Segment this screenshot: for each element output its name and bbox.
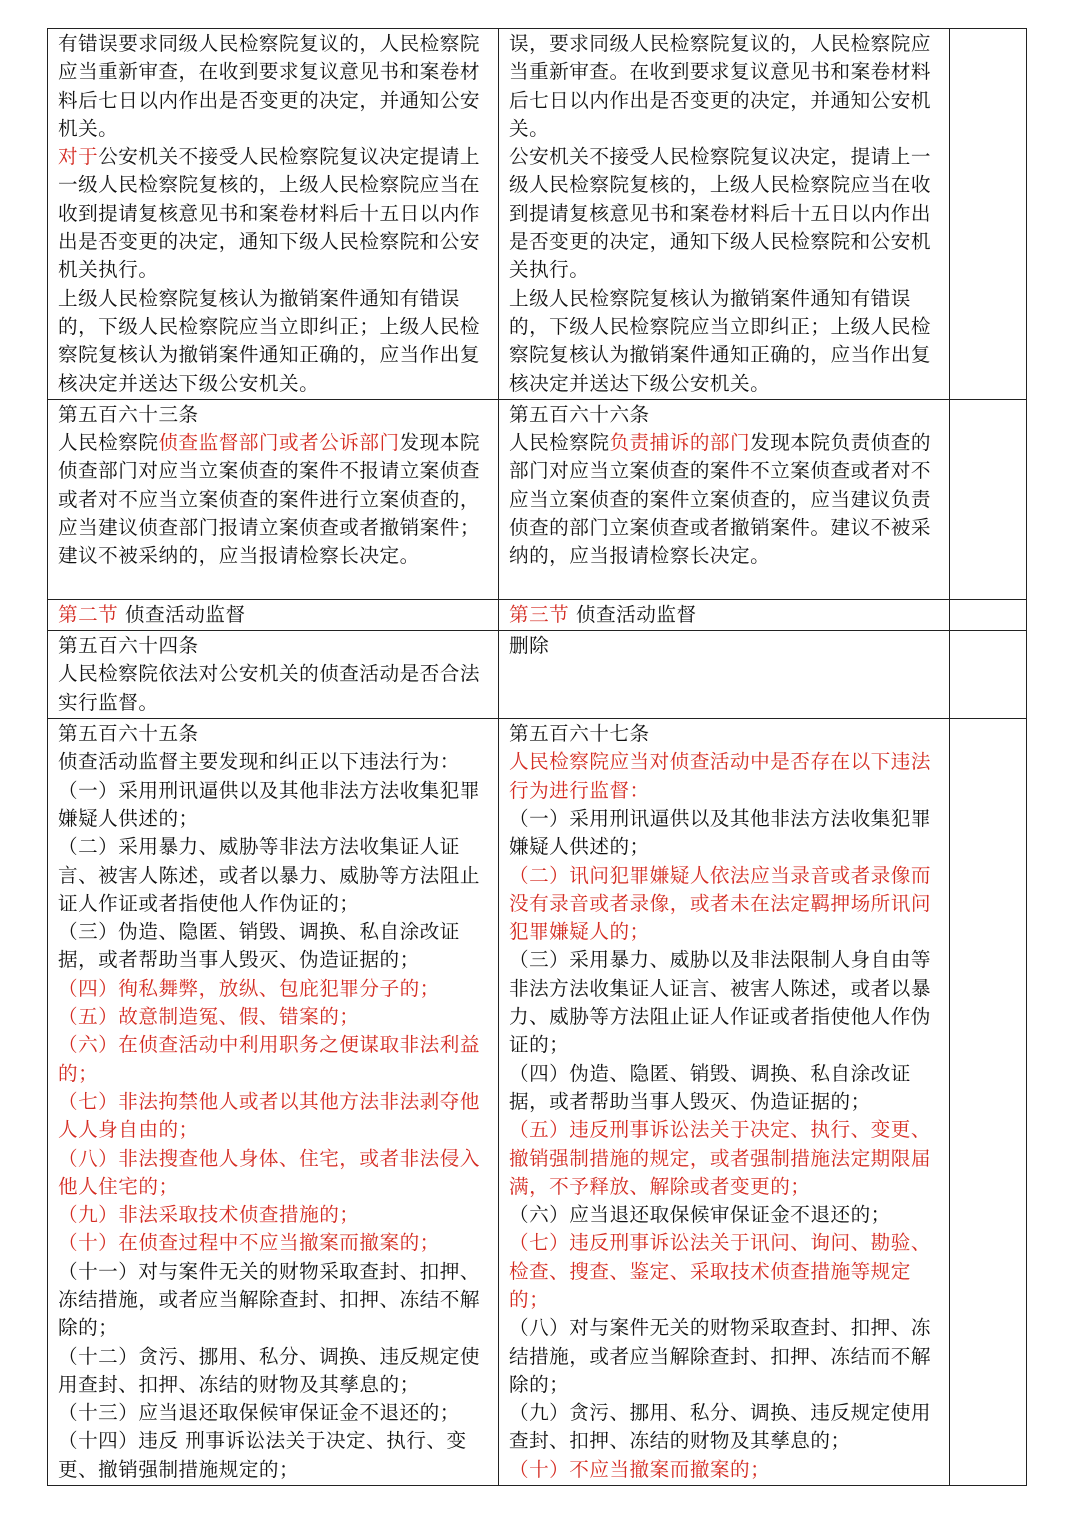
paragraph bbox=[509, 285, 940, 398]
revised-text: （四）徇私舞弊，放纵、包庇犯罪分子的； bbox=[58, 976, 440, 1000]
text-segment: （一）采用刑讯逼供以及其他非法方法收集犯罪嫌疑人供述的； bbox=[509, 806, 931, 859]
text-segment: （十四）违反 刑事诉讼法关于决定、执行、变更、撤销强制措施规定的； bbox=[58, 1429, 467, 1481]
paragraph bbox=[509, 1229, 940, 1314]
comparison-table-body bbox=[48, 29, 1027, 1486]
remark-cell bbox=[950, 599, 1027, 630]
revised-text: 负责捕诉的部门 bbox=[609, 431, 751, 455]
text-segment: 有错误要求同级人民检察院复议的，人民检察院应当重新审查，在收到要求复议意见书和案卷材料后七日以内作出是否变更的决定，并通知公安机关。 bbox=[58, 32, 480, 140]
paragraph bbox=[58, 833, 489, 918]
text-segment: 侦查活动监督主要发现和纠正以下违法行为： bbox=[58, 750, 460, 774]
table-row bbox=[48, 599, 1027, 630]
new-text-cell bbox=[499, 399, 950, 599]
remark-cell bbox=[950, 399, 1027, 599]
remark-cell bbox=[950, 719, 1027, 1486]
revised-text: （九）非法采取技术侦查措施的； bbox=[58, 1203, 360, 1227]
old-text-cell bbox=[48, 719, 499, 1486]
paragraph bbox=[509, 601, 940, 629]
paragraph bbox=[58, 429, 489, 570]
text-segment: 上级人民检察院复核认为撤销案件通知有错误的，下级人民检察院应当立即纠正；上级人民检察院复核认为撤销案件通知正确的，应当作出复核决定并送达下级公安机关。 bbox=[58, 286, 480, 395]
paragraph bbox=[58, 30, 489, 143]
text-segment: 人民检察院 bbox=[58, 431, 159, 455]
revised-text: （七）违反刑事诉讼法关于讯问、询问、勘验、检查、搜查、鉴定、采取技术侦查措施等规定的； bbox=[509, 1231, 931, 1311]
paragraph bbox=[58, 918, 489, 975]
text-segment: 误，要求同级人民检察院复议的，人民检察院应当重新审查。在收到要求复议意见书和案卷材料后七日以内作出是否变更的决定，并通知公安机关。 bbox=[509, 32, 931, 140]
text-segment: （十三）应当退还取保候审保证金不退还的； bbox=[58, 1401, 460, 1425]
paragraph bbox=[509, 748, 940, 805]
paragraph bbox=[58, 401, 489, 429]
text-segment: 第五百六十五条 bbox=[58, 722, 199, 746]
text-segment: 发现本院负责侦查的部门对应当立案侦查的案件不立案侦查或者对不应当立案侦查的案件立案侦查的，应当建议负责侦查的部门立案侦查或者撤销案件。建议不被采纳的，应当报请检察长决定。 bbox=[509, 431, 931, 568]
paragraph bbox=[58, 1229, 489, 1257]
revised-text: （二）讯问犯罪嫌疑人依法应当录音或者录像而没有录音或者录像，或者未在法定羁押场所讯问犯罪嫌疑人的； bbox=[509, 863, 931, 944]
paragraph bbox=[509, 1456, 940, 1484]
text-segment: 上级人民检察院复核认为撤销案件通知有错误的，下级人民检察院应当立即纠正；上级人民检察院复核认为撤销案件通知正确的，应当作出复核决定并送达下级公安机关。 bbox=[509, 286, 931, 395]
paragraph bbox=[58, 1031, 489, 1088]
text-segment: 第五百六十四条 bbox=[58, 634, 199, 658]
paragraph bbox=[509, 401, 940, 429]
text-segment: （三）伪造、隐匿、销毁、调换、私自涂改证据，或者帮助当事人毁灭、伪造证据的； bbox=[58, 920, 460, 972]
paragraph bbox=[509, 862, 940, 947]
paragraph bbox=[509, 143, 940, 284]
text-segment: 删除 bbox=[509, 634, 550, 658]
text-segment: 发现本院侦查部门对应当立案侦查的案件不报请立案侦查或者对不应当立案侦查的案件进行立案侦查的，应当建议侦查部门报请立案侦查或者撤销案件；建议不被采纳的，应当报请检察长决定。 bbox=[58, 431, 480, 568]
text-segment: （四）伪造、隐匿、销毁、调换、私自涂改证据，或者帮助当事人毁灭、伪造证据的； bbox=[509, 1061, 911, 1113]
text-segment: 侦查活动监督 bbox=[569, 602, 697, 626]
text-segment: 人民检察院依法对公安机关的侦查活动是否合法实行监督。 bbox=[58, 662, 480, 714]
new-text-cell bbox=[499, 599, 950, 630]
paragraph bbox=[509, 1201, 940, 1229]
table-row bbox=[48, 29, 1027, 400]
revised-text: （六）在侦查活动中利用职务之便谋取非法利益的； bbox=[58, 1033, 480, 1085]
revised-text: （十）不应当撤案而撤案的； bbox=[509, 1457, 771, 1481]
new-text-cell bbox=[499, 631, 950, 719]
paragraph bbox=[509, 1116, 940, 1201]
paragraph bbox=[509, 946, 940, 1059]
revised-text: 第三节 bbox=[509, 602, 570, 626]
paragraph bbox=[509, 1060, 940, 1117]
paragraph bbox=[509, 1314, 940, 1399]
text-segment: （十一）对与案件无关的财物采取查封、扣押、冻结措施，或者应当解除查封、扣押、冻结不解除的； bbox=[58, 1259, 480, 1340]
text-segment: 第五百六十六条 bbox=[509, 402, 650, 426]
paragraph bbox=[58, 1343, 489, 1400]
paragraph bbox=[509, 30, 940, 143]
text-segment: 第五百六十三条 bbox=[58, 402, 199, 426]
paragraph bbox=[509, 720, 940, 748]
paragraph bbox=[58, 143, 489, 284]
table-row bbox=[48, 719, 1027, 1486]
text-segment: （十二）贪污、挪用、私分、调换、违反规定使用查封、扣押、冻结的财物及其孳息的； bbox=[58, 1344, 480, 1396]
old-text-cell bbox=[48, 399, 499, 599]
paragraph bbox=[58, 285, 489, 398]
text-segment: 公安机关不接受人民检察院复议决定，提请上一级人民检察院复核的，上级人民检察院应当在收到提请复核意见书和案卷材料后十五日以内作出是否变更的决定，通知下级人民检察院和公安机关执行。 bbox=[509, 145, 931, 282]
paragraph bbox=[58, 975, 489, 1003]
old-text-cell bbox=[48, 29, 499, 400]
text-segment: 公安机关不接受人民检察院复议决定提请上一级人民检察院复核的，上级人民检察院应当在收到提请复核意见书和案卷材料后十五日以内作出是否变更的决定，通知下级人民检察院和公安机关执行。 bbox=[58, 145, 480, 282]
revised-text: 人民检察院应当对侦查活动中是否存在以下违法行为进行监督： bbox=[509, 750, 931, 802]
paragraph bbox=[58, 1258, 489, 1343]
paragraph bbox=[58, 720, 489, 748]
paragraph bbox=[58, 748, 489, 776]
paragraph bbox=[58, 1088, 489, 1145]
paragraph bbox=[58, 1145, 489, 1202]
text-segment: （八）对与案件无关的财物采取查封、扣押、冻结措施，或者应当解除查封、扣押、冻结而不解除的； bbox=[509, 1316, 931, 1396]
paragraph bbox=[509, 805, 940, 862]
revised-text: 第二节 bbox=[58, 602, 119, 626]
revised-text: （十）在侦查过程中不应当撤案而撤案的； bbox=[58, 1231, 440, 1255]
new-text-cell bbox=[499, 29, 950, 400]
old-text-cell bbox=[48, 599, 499, 630]
table-row bbox=[48, 631, 1027, 719]
text-segment: 第五百六十七条 bbox=[509, 722, 650, 746]
paragraph bbox=[58, 777, 489, 834]
old-text-cell bbox=[48, 631, 499, 719]
text-segment: （九）贪污、挪用、私分、调换、违反规定使用查封、扣押、冻结的财物及其孳息的； bbox=[509, 1401, 931, 1453]
paragraph bbox=[509, 429, 940, 570]
table-row bbox=[48, 399, 1027, 599]
paragraph bbox=[58, 660, 489, 717]
text-segment: 人民检察院 bbox=[509, 431, 610, 455]
revised-text: （五）故意制造冤、假、错案的； bbox=[58, 1005, 360, 1029]
revised-text: 侦查监督部门或者公诉部门 bbox=[158, 431, 400, 455]
paragraph bbox=[58, 1003, 489, 1031]
text-segment: （六）应当退还取保候审保证金不退还的； bbox=[509, 1203, 891, 1227]
revised-text: （七）非法拘禁他人或者以其他方法非法剥夺他人人身自由的； bbox=[58, 1089, 480, 1142]
paragraph bbox=[58, 1201, 489, 1229]
paragraph bbox=[58, 1427, 489, 1484]
paragraph bbox=[509, 1399, 940, 1456]
paragraph bbox=[58, 1399, 489, 1427]
document-page bbox=[47, 28, 1027, 1486]
paragraph bbox=[58, 632, 489, 660]
text-segment: （三）采用暴力、威胁以及非法限制人身自由等非法方法收集证人证言、被害人陈述，或者以暴力、威胁等方法阻止证人作证或者指使他人作伪证的； bbox=[509, 948, 931, 1057]
revised-text: （五）违反刑事诉讼法关于决定、执行、变更、撤销强制措施的规定，或者强制措施法定期限届满，不予释放、解除或者变更的； bbox=[509, 1118, 931, 1198]
remark-cell bbox=[950, 29, 1027, 400]
paragraph bbox=[58, 601, 489, 629]
revised-text: （八）非法搜查他人身体、住宅，或者非法侵入他人住宅的； bbox=[58, 1146, 480, 1198]
paragraph bbox=[509, 632, 940, 660]
comparison-table bbox=[47, 28, 1027, 1486]
text-segment: （二）采用暴力、威胁等非法方法收集证人证言、被害人陈述，或者以暴力、威胁等方法阻止证人作证或者指使他人作伪证的； bbox=[58, 835, 480, 915]
text-segment: 侦查活动监督 bbox=[118, 602, 246, 626]
remark-cell bbox=[950, 631, 1027, 719]
revised-text: 对于 bbox=[58, 145, 99, 169]
new-text-cell bbox=[499, 719, 950, 1486]
text-segment: （一）采用刑讯逼供以及其他非法方法收集犯罪嫌疑人供述的； bbox=[58, 778, 480, 830]
